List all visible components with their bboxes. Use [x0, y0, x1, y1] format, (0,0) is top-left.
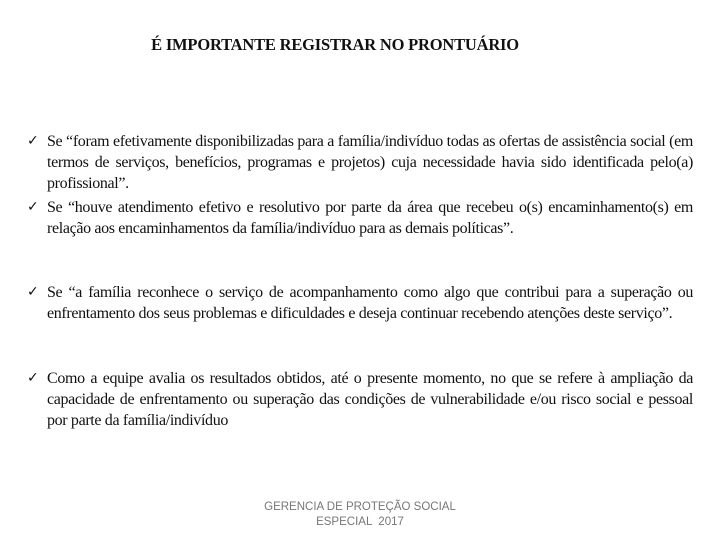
- list-item-text: Como a equipe avalia os resultados obtidos, até o presente momento, no que se refere à ampliação da capacidade de enfrentamento ou superação das condições de vulnerabilidade e/ou risco social e pessoal por parte da família/indivíduo: [47, 370, 693, 429]
- list-item-text: Se “a família reconhece o serviço de acompanhamento como algo que contribui para a superação ou enfrentamento dos seus problemas e dificuldades e deseja continuar recebendo atenções deste serviço”.: [47, 284, 693, 322]
- list-item: [27, 131, 693, 194]
- footer-line-1: GERENCIA DE PROTEÇÃO SOCIAL: [264, 501, 456, 513]
- check-icon: ✓: [27, 199, 39, 215]
- footer: [200, 500, 520, 530]
- check-icon: ✓: [27, 284, 39, 300]
- list-item: [27, 282, 693, 324]
- list-item-text: Se “foram efetivamente disponibilizadas para a família/indivíduo todas as ofertas de assistência social (em termos de serviços, benefícios, programas e projetos) cuja necessidade havia sido identificada pelo(a) profissional”.: [47, 133, 693, 192]
- footer-line-2: ESPECIAL 2017: [316, 516, 404, 528]
- list-item: [27, 197, 693, 239]
- check-icon: ✓: [27, 133, 39, 149]
- check-icon: ✓: [27, 370, 39, 386]
- list-item-text: Se “houve atendimento efetivo e resolutivo por parte da área que recebeu o(s) encaminhamento(s) em relação aos encaminhamentos da família/indivíduo para as demais políticas”.: [47, 199, 693, 237]
- slide-title: É IMPORTANTE REGISTRAR NO PRONTUÁRIO: [151, 35, 519, 54]
- list-item: [27, 368, 693, 431]
